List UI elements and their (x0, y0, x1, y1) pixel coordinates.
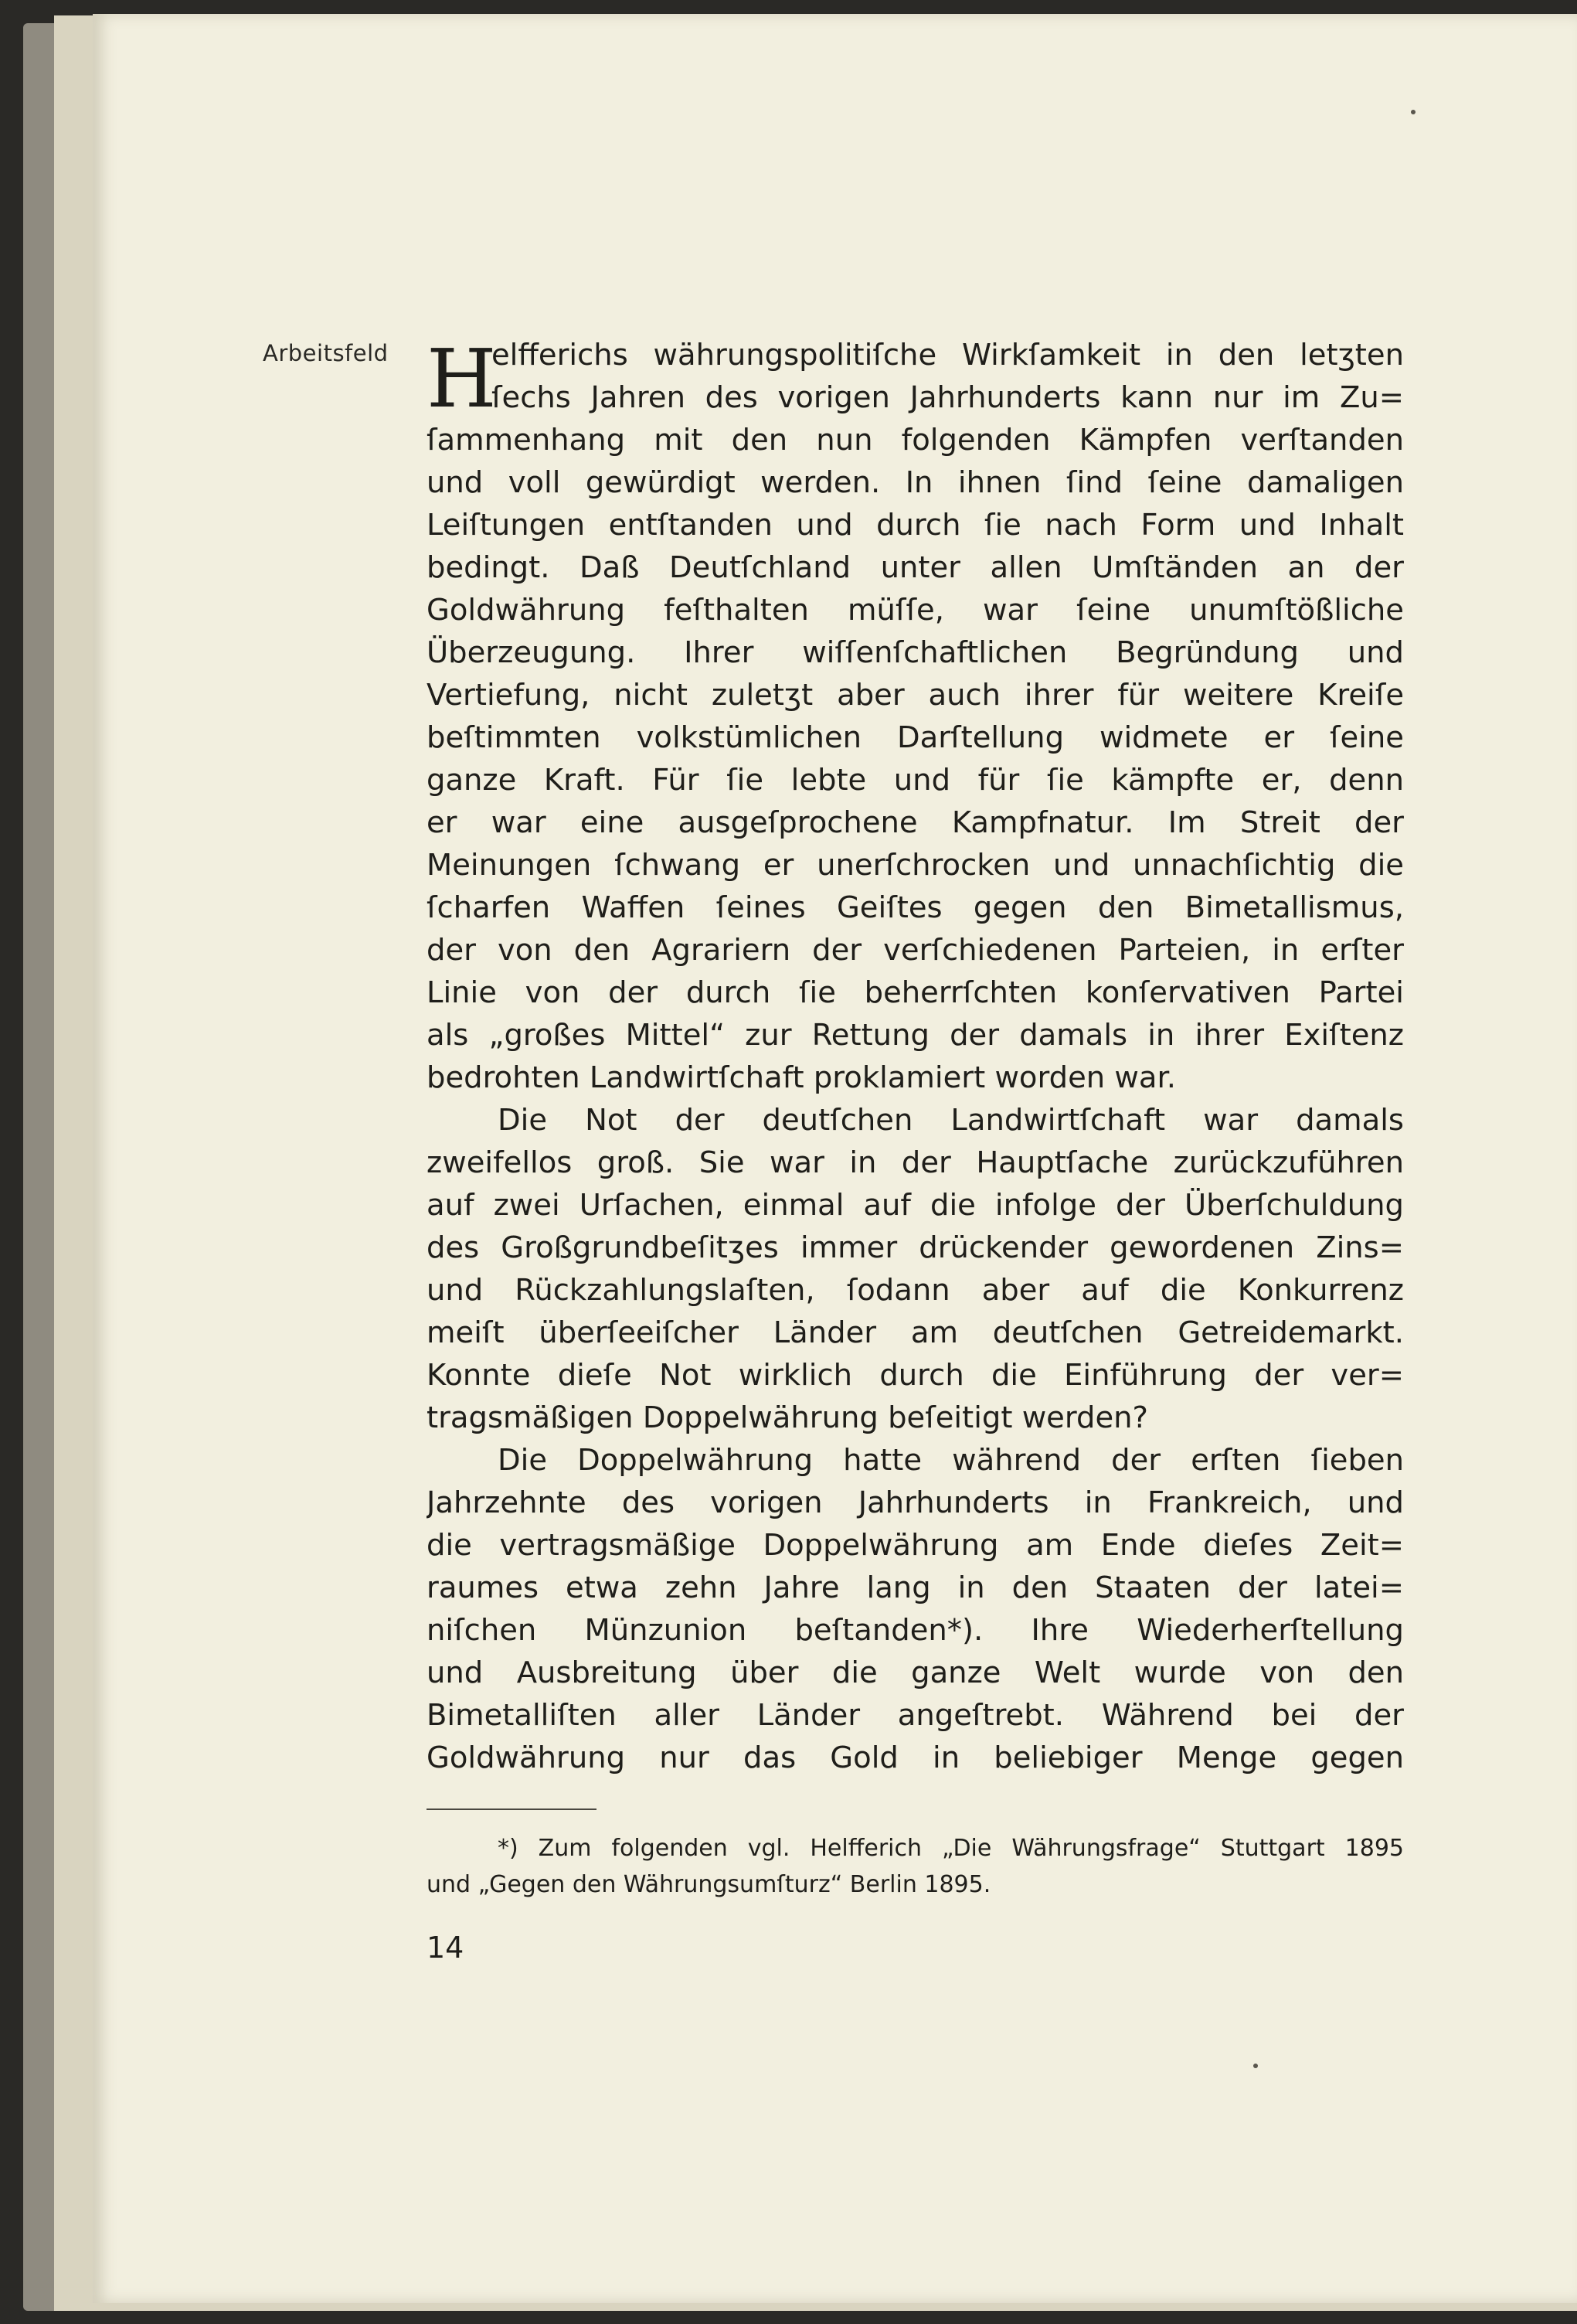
text-line: meiſt überſeeiſcher Länder am deutſchen Getreidemarkt. (427, 1315, 1404, 1350)
text-line: Meinungen ſchwang er unerſchrocken und unnachſichtig die (427, 848, 1404, 883)
text-line: Überzeugung. Ihrer wiſſenſchaftlichen Begründung und (427, 635, 1404, 670)
footnote-line: *) Zum folgenden vgl. Helfferich „Die Währungsfrage“ Stuttgart 1895 (498, 1835, 1404, 1862)
text-line: Bimetalliſten aller Länder angeſtrebt. Während bei der (427, 1698, 1404, 1733)
text-line: tragsmäßigen Doppelwährung beſeitigt werden? (427, 1400, 1148, 1435)
text-line: elfferichs währungspolitiſche Wirkſamkeit in den letʒten (491, 338, 1404, 373)
footnote (427, 1830, 1404, 1903)
text-line: beſtimmten volkstümlichen Darſtellung widmete er ſeine (427, 720, 1404, 755)
text-line: der von den Agrariern der verſchiedenen Parteien, in erſter (427, 933, 1404, 968)
text-line: Leiſtungen entſtanden und durch ſie nach Form und Inhalt (427, 508, 1404, 543)
paragraph-3 (427, 1439, 1404, 1779)
margin-note: Arbeitsfeld (263, 340, 389, 366)
text-line: ſammenhang mit den nun folgenden Kämpfen verſtanden (427, 423, 1404, 458)
text-line: und Ausbreitung über die ganze Welt wurde von den (427, 1655, 1404, 1690)
text-line: zweifellos groß. Sie war in der Hauptſache zurückzuführen (427, 1145, 1404, 1180)
text-line: Jahrzehnte des vorigen Jahrhunderts in Frankreich, und (427, 1485, 1404, 1520)
paper-speck (1411, 110, 1416, 114)
drop-cap: H (427, 332, 497, 426)
text-line: er war eine ausgeſprochene Kampfnatur. Im Streit der (427, 805, 1404, 840)
text-line: niſchen Münzunion beſtanden*). Ihre Wiederherſtellung (427, 1613, 1404, 1648)
footnote-line: und „Gegen den Währungsumſturz“ Berlin 1895. (427, 1871, 991, 1898)
page-number: 14 (427, 1931, 464, 1965)
text-line: die vertragsmäßige Doppelwährung am Ende dieſes Zeit= (427, 1528, 1404, 1563)
footnote-rule (427, 1809, 596, 1810)
text-line: Vertiefung, nicht zuletʒt aber auch ihrer für weitere Kreiſe (427, 678, 1404, 713)
text-line: Konnte dieſe Not wirklich durch die Einführung der ver= (427, 1358, 1404, 1393)
text-line: des Großgrundbeſitʒes immer drückender gewordenen Zins= (427, 1230, 1404, 1265)
paragraph-2 (427, 1099, 1404, 1439)
paragraph-1 (427, 334, 1404, 1099)
text-line: ſcharfen Waffen ſeines Geiſtes gegen den Bimetallismus, (427, 890, 1404, 925)
text-line: Goldwährung feſthalten müſſe, war ſeine unumſtößliche (427, 593, 1404, 628)
text-line: und voll gewürdigt werden. In ihnen ſind ſeine damaligen (427, 465, 1404, 500)
text-line: bedingt. Daß Deutſchland unter allen Umſtänden an der (427, 550, 1404, 585)
text-line: Goldwährung nur das Gold in beliebiger Menge gegen (427, 1740, 1404, 1775)
text-line: ſechs Jahren des vorigen Jahrhunderts kann nur im Zu= (491, 380, 1404, 415)
body-text (427, 334, 1404, 1779)
paper-speck (1253, 2064, 1258, 2068)
text-line: bedrohten Landwirtſchaft proklamiert worden war. (427, 1060, 1177, 1095)
text-line: raumes etwa zehn Jahre lang in den Staaten der latei= (427, 1570, 1404, 1605)
text-line: auf zwei Urſachen, einmal auf die infolge der Überſchuldung (427, 1188, 1404, 1223)
text-line: Linie von der durch ſie beherrſchten konſervativen Partei (427, 975, 1404, 1010)
text-line: und Rückzahlungslaſten, ſodann aber auf die Konkurrenz (427, 1273, 1404, 1308)
text-line: ganze Kraft. Für ſie lebte und für ſie kämpfte er, denn (427, 763, 1404, 798)
text-line: als „großes Mittel“ zur Rettung der damals in ihrer Exiſtenz (427, 1018, 1404, 1053)
text-line: Die Not der deutſchen Landwirtſchaft war damals (498, 1103, 1404, 1138)
text-line: Die Doppelwährung hatte während der erſten ſieben (498, 1443, 1404, 1478)
